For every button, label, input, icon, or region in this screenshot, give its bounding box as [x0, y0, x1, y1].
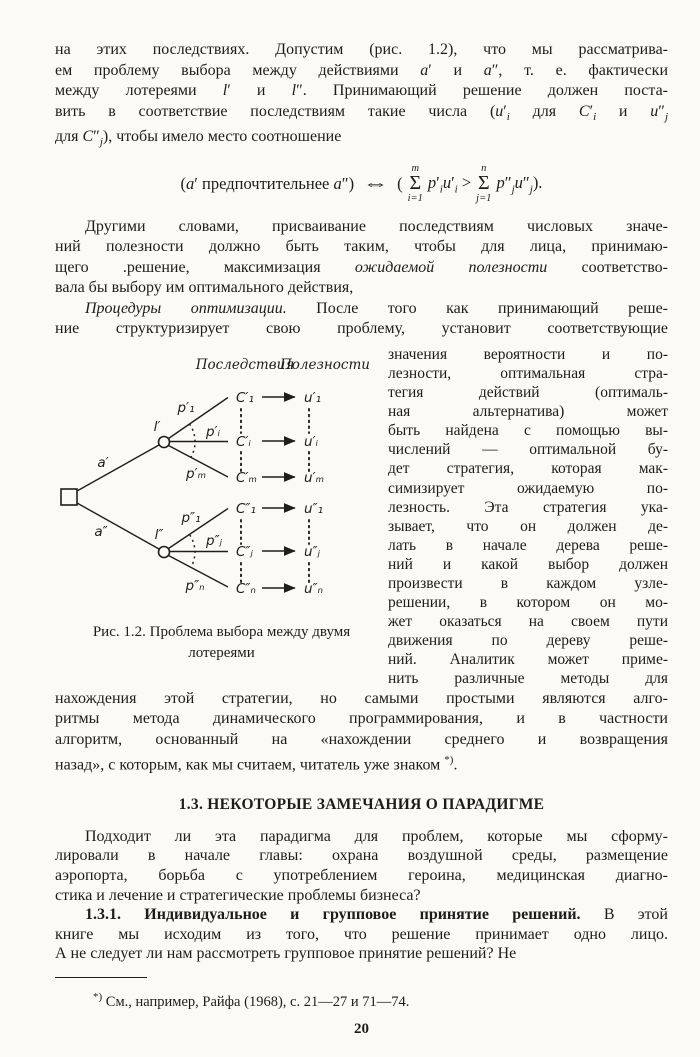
page-content — [55, 40, 668, 1038]
text-line: движения по дереву реше- — [388, 632, 668, 650]
text-line: вала бы выбору им оптимального действия, — [55, 279, 354, 297]
text-line: ем проблему выбора между действиями a′ и a″, т. е. фактически — [55, 61, 668, 79]
footnote-divider — [55, 977, 147, 978]
label-cn-lower: C″ₙ — [236, 580, 256, 597]
label-u1-upper: u′₁ — [304, 389, 322, 406]
text-line: числений — оптимальной бу- — [388, 441, 668, 459]
figure-1-2 — [55, 345, 388, 689]
text-line: симизирует ожидаемую по- — [388, 479, 668, 497]
branch-action-a-double-prime — [77, 503, 159, 549]
text-line: вить в соответствие последствиям такие числа ($u'_i$ для $C'_i$ и $u''_j$ — [55, 102, 668, 123]
section-heading: 1.3. НЕКОТОРЫЕ ЗАМЕЧАНИЯ О ПАРАДИГМЕ — [178, 795, 545, 813]
text-line: зывает, что он должен де- — [388, 517, 668, 535]
text-line: лезность. Эта стратегия ука- — [388, 498, 668, 516]
label-pm-upper: p′ₘ — [185, 465, 207, 482]
label-pi-upper: p′ᵢ — [205, 423, 221, 440]
paragraph-paradigm — [55, 827, 668, 964]
label-lottery-lower: l″ — [154, 526, 164, 543]
column-header-consequences: Последствия — [195, 356, 295, 373]
label-ui-upper: u′ᵢ — [304, 433, 319, 450]
text-line: для $C''_j$), чтобы имело место соотношение — [55, 128, 342, 149]
text-line: Подходит ли эта парадигма для проблем, которые мы сформу- — [85, 827, 668, 845]
text-line: лать в начале дерева реше- — [388, 536, 668, 554]
text-line: нить различные методы для — [388, 670, 668, 688]
figure-caption-line2: лотереями — [188, 644, 255, 661]
text-line: жет оказаться на своем пути — [388, 613, 668, 631]
figure-caption-line1: Рис. 1.2. Проблема выбора между двумя — [92, 623, 351, 640]
figure-caption — [55, 622, 388, 664]
text-line: ная альтернатива) может — [388, 403, 668, 421]
branch-action-a-prime — [77, 445, 159, 491]
text-line: ний. Аналитик может приме- — [388, 651, 668, 669]
column-header-utilities: Полезности — [280, 356, 370, 373]
text-line: 1.3.1. Индивидуальное и групповое принятие решений. В этой — [85, 906, 668, 924]
text-line: аэропорта, борьба с употреблением героина, медицинская диагно- — [55, 867, 668, 885]
sum2-upper-limit: n — [481, 163, 487, 175]
text-line: между лотереями l′ и l″. Принимающий решение должен поста- — [55, 82, 668, 99]
text-line: быть найдена с помощью вы- — [388, 422, 668, 440]
text-line: лировали в начале главы: охрана воздушной среды, размещение — [55, 847, 668, 865]
label-um-upper: u′ₘ — [304, 469, 325, 486]
figure-and-text-region — [55, 345, 668, 689]
label-c1-upper: C′₁ — [236, 389, 254, 406]
text-line: нахождения этой стратегии, но самыми простыми являются алго- — [55, 689, 668, 707]
paragraph-other-words — [55, 217, 668, 340]
dotted-arc-upper — [190, 424, 196, 457]
summation-2 — [476, 163, 491, 204]
decision-tree-diagram — [55, 345, 380, 603]
page-number: 20 — [354, 1020, 369, 1037]
formula-open-paren: ( — [397, 173, 403, 193]
summation-1 — [408, 163, 423, 204]
footnote: *) См., например, Райфа (1968), с. 21—27 и 71—74. — [93, 991, 410, 1010]
text-line: решении, в котором он мо- — [388, 594, 668, 612]
formula-lhs: (a′ предпочтительнее a″) — [180, 173, 355, 193]
sum1-lower-limit: i=1 — [407, 193, 423, 205]
text-line: назад», с которым, как мы считаем, читатель уже знаком *). — [55, 754, 458, 774]
paragraph-intro — [55, 40, 668, 153]
wrapped-text-column — [388, 345, 668, 689]
label-u1-lower: u″₁ — [304, 500, 324, 517]
sigma-icon: Σ — [477, 172, 490, 195]
text-line: Другими словами, присваивание последствиям числовых значе- — [85, 217, 668, 235]
chance-node-lower-circle — [159, 546, 170, 557]
text-line: А не следует ли нам рассмотреть групповое принятие решений? Не — [55, 945, 517, 963]
preference-formula — [55, 157, 668, 211]
decision-node-square — [61, 489, 77, 505]
text-line: ние структуризирует свою проблему, установит соответствующие — [55, 320, 668, 338]
label-pn-lower: p″ₙ — [185, 577, 205, 594]
formula-middle: $p'_iu'_i$ > — [427, 172, 472, 196]
paragraph-continuation — [55, 689, 668, 776]
formula-close: $p''_ju''_j$). — [496, 172, 543, 196]
label-lottery-upper: l′ — [153, 418, 161, 435]
label-p1-upper: p′₁ — [177, 399, 195, 416]
text-line: Процедуры оптимизации. После того как принимающий реше- — [85, 299, 669, 317]
label-pj-lower: p″ⱼ — [206, 532, 222, 549]
label-p1-lower: p″₁ — [181, 509, 201, 526]
text-line: алгоритм, основанный на «нахождении среднего и возвращения — [55, 730, 668, 748]
text-line: дет стратегия, которая мак- — [388, 460, 668, 478]
chance-node-upper-circle — [159, 436, 170, 447]
sum1-upper-limit: m — [411, 163, 420, 175]
label-ci-upper: C′ᵢ — [236, 433, 251, 450]
label-cm-upper: C′ₘ — [236, 469, 257, 486]
text-line: книге мы исходим из того, что решение принимает одно лицо. — [55, 925, 668, 943]
label-action-a-double-prime: a″ — [94, 523, 108, 540]
label-uj-lower: u″ⱼ — [304, 543, 320, 560]
text-line: на этих последствиях. Допустим (рис. 1.2), что мы рассматрива- — [55, 41, 668, 58]
text-line: ний и какой выбор должен — [388, 555, 668, 573]
iff-arrow: ⇔ — [362, 173, 389, 193]
text-line: значения вероятности и по- — [388, 345, 668, 363]
sum2-lower-limit: j=1 — [476, 193, 492, 205]
text-line: тегия действий (оптималь- — [388, 384, 668, 402]
label-c1-lower: C″₁ — [236, 500, 256, 517]
text-line: произвести в каждом узле- — [388, 575, 668, 592]
label-action-a-prime: a′ — [97, 454, 109, 471]
label-un-lower: u″ₙ — [304, 580, 323, 597]
label-cj-lower: C″ⱼ — [236, 543, 253, 560]
text-line: лезности, оптимальная стра- — [388, 364, 668, 382]
text-line: щего .решение, максимизация ожидаемой полезности соответство- — [55, 258, 668, 276]
sigma-icon: Σ — [409, 172, 422, 195]
text-line: ритмы метода динамического программирования, и в частности — [55, 710, 668, 728]
text-line: ний полезности должно быть таким, чтобы для лица, принимаю- — [55, 238, 668, 256]
text-line: стика и лечение и стратегические проблемы бизнеса? — [55, 886, 421, 904]
